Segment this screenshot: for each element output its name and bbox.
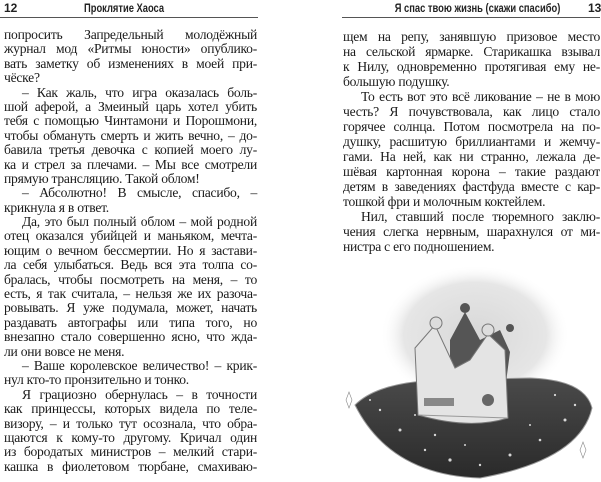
text-line: – Как жаль, что игра оказалась боль- xyxy=(22,84,257,100)
text-line: тебя с помощью Чинтамони и Порошмони, xyxy=(4,113,257,129)
body-text xyxy=(343,29,600,254)
text-line: прямую трансляцию. Такой облом! xyxy=(4,170,200,186)
running-title: Проклятие Хаоса xyxy=(84,1,165,15)
text-line: Я грациозно обернулась – в точности xyxy=(22,386,257,402)
text-line: чения слегка нервным, шарахнулся от ми- xyxy=(343,224,600,239)
header-rule xyxy=(342,17,600,18)
text-line: щем на репу, занявшую призовое место xyxy=(343,29,600,44)
text-line: нистра с его подношением. xyxy=(343,239,495,254)
text-line: есть, я так считала, – нельзя же их разоча- xyxy=(4,286,257,302)
text-line: вать заметку об изменениях в моей при- xyxy=(4,55,257,71)
text-line: визору, – и только тут осознала, что обра- xyxy=(4,415,257,431)
text-line: – Абсолютно! В смысле, спасибо, – xyxy=(22,185,257,201)
page-number: 12 xyxy=(4,1,18,15)
text-line: внезапно стало совершенно ясно, что жда- xyxy=(4,329,257,345)
left-page xyxy=(0,0,300,482)
text-line: как принцессы, которых видела по теле- xyxy=(4,401,257,417)
header-rule xyxy=(0,17,258,18)
text-line: душку, расшитую бриллиантами и жемчу- xyxy=(343,134,600,149)
text-line: То есть вот это всё ликование – не в мою xyxy=(361,89,600,104)
text-line: чтобы обмануть смерть и жить вечно, – до- xyxy=(4,127,257,143)
text-line: ла себя улыбаться. Ведь вся эта толпа со- xyxy=(4,257,257,273)
body-text xyxy=(4,28,257,474)
text-line: бавила третья девочка с копией моего лу- xyxy=(4,142,257,158)
text-line: ка и стрел за плечами. – Мы все смотрели xyxy=(4,156,257,172)
text-line: из бородатых министров – мелкий стари- xyxy=(4,444,257,460)
text-line: нул кто-то пронзительно и тонко. xyxy=(4,372,189,388)
text-line: журнал мод «Ритмы юности» опублико- xyxy=(4,41,257,57)
text-line: раздавать автографы или типа того, но xyxy=(4,314,257,330)
text-line: большую подушку. xyxy=(343,74,450,89)
crown-on-pillow-illustration xyxy=(340,290,600,482)
text-line: на сельской ярмарке. Старикашка взывал xyxy=(343,44,600,59)
text-line: ющим о вечном бессмертии. Но я застави- xyxy=(4,242,257,258)
text-line: попросить Запредельный молодёжный xyxy=(4,27,257,42)
text-line: – Ваше королевское величество! – крик- xyxy=(22,357,257,373)
text-line: щаются к кому-то другому. Кричал один xyxy=(4,429,257,445)
text-line: шёвая картонная корона – такие раздают xyxy=(343,164,600,179)
text-line: отец оказался убийцей и маньяком, мечта- xyxy=(4,228,257,244)
text-line: чёске? xyxy=(4,70,40,86)
page-number: 13 xyxy=(588,1,601,15)
text-line: горячее солнца. Потом посмотрела на по- xyxy=(343,119,600,134)
text-line: гами. На ней, как ни странно, лежала де- xyxy=(343,149,600,164)
text-line: ровывать. Я уже подумала, может, начать xyxy=(4,300,257,316)
text-line: Да, это был полный облом – мой родной xyxy=(22,214,257,230)
running-title: Я спас твою жизнь (скажи спасибо) xyxy=(394,1,560,15)
text-line: Нил, ставший после тюремного заклю- xyxy=(361,209,600,224)
text-line: крикнула я в ответ. xyxy=(4,199,109,215)
text-line: детям в заведениях фастфуда вместе с кар- xyxy=(343,179,600,194)
text-line: кашка в фиолетовом тюрбане, смахиваю- xyxy=(4,458,257,474)
text-line: к Нилу, одновременно протягивая ему не- xyxy=(343,59,600,74)
text-line: бралась, чтобы посмотреть на меня, – то xyxy=(4,271,257,287)
text-line: ли они вовсе не меня. xyxy=(4,343,125,359)
text-line: честь? Я почувствовала, как лицо стало xyxy=(343,104,600,119)
text-line: шой аферой, а Змеиный царь хотел убить xyxy=(4,98,257,114)
text-line: тошкой фри и молочным коктейлем. xyxy=(343,194,546,209)
